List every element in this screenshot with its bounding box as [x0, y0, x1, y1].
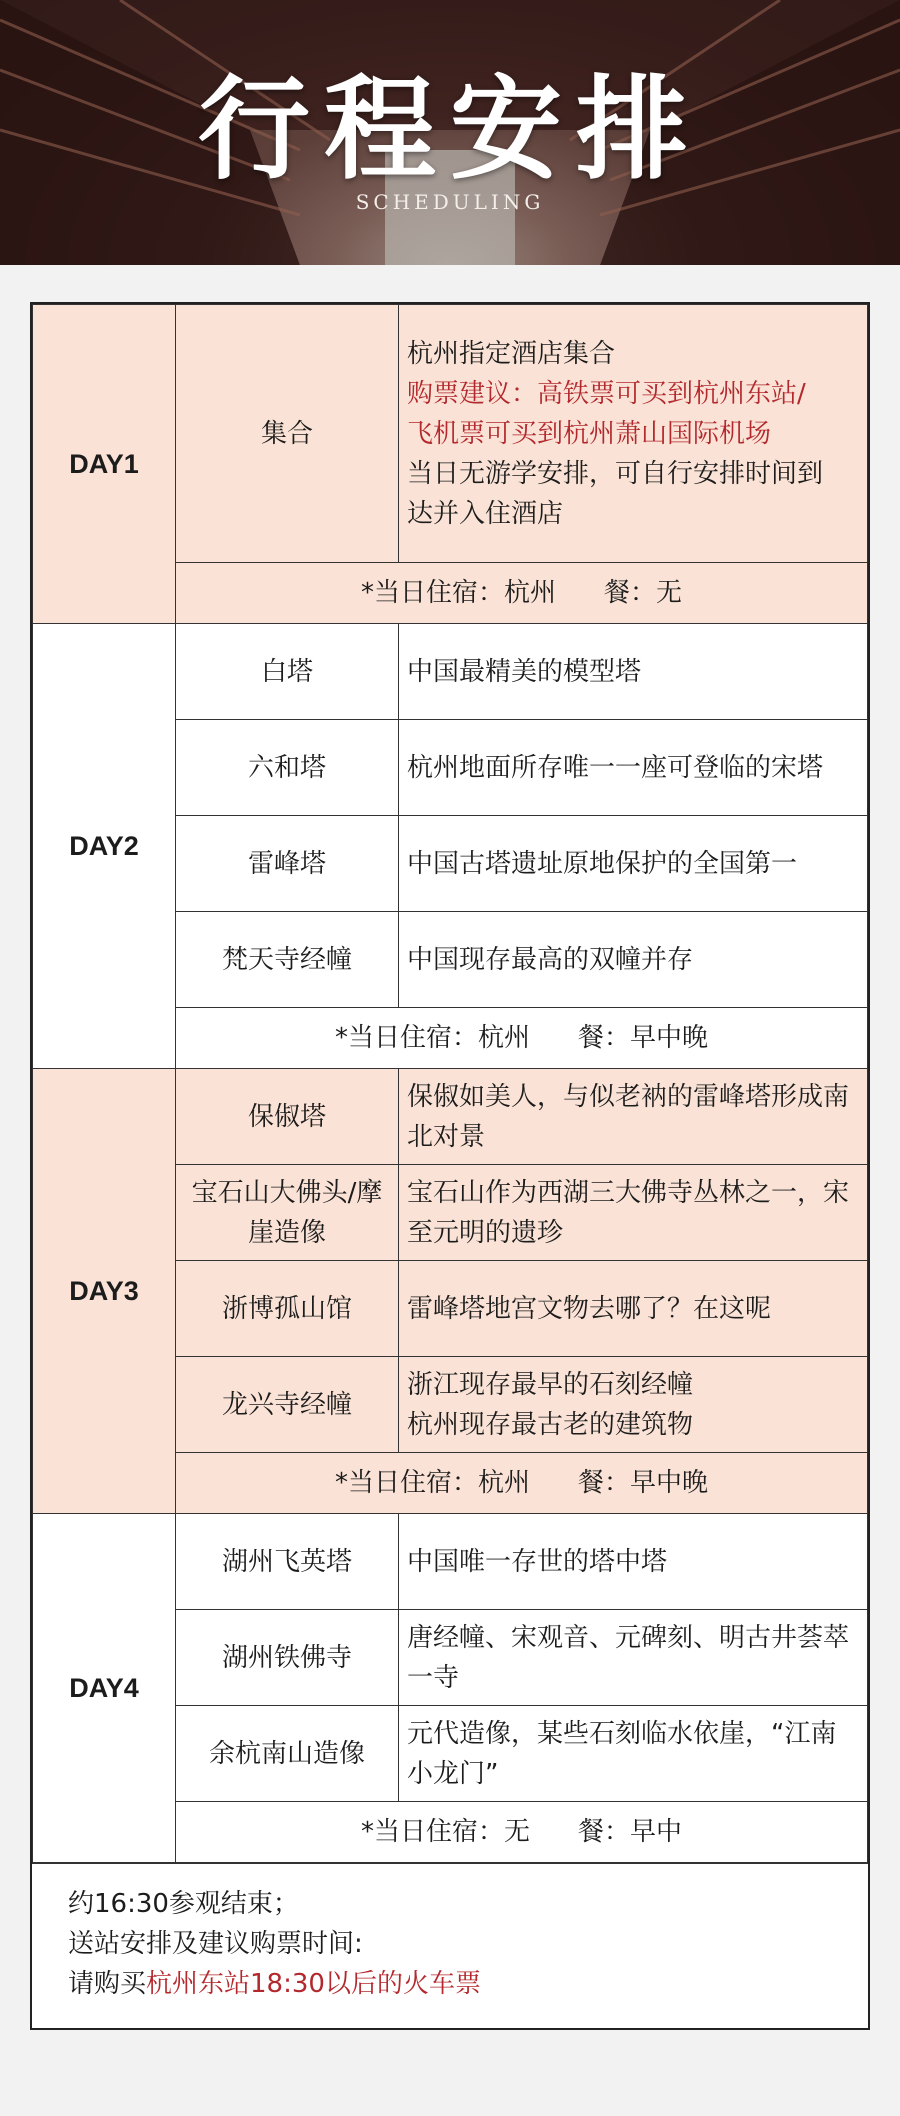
end-time-note: 约16:30参观结束；	[68, 1889, 299, 1919]
itinerary-table	[32, 304, 868, 1863]
lodging-text: *当日住宿：无	[360, 1817, 530, 1847]
description-line: 中国唯一存世的塔中塔	[407, 1546, 668, 1577]
place-description	[399, 912, 868, 1008]
day-label: DAY4	[33, 1514, 176, 1863]
description-line: 杭州现存最古老的建筑物	[407, 1409, 694, 1440]
page-title: 行程安排	[198, 64, 702, 195]
description-line: 浙江现存最早的石刻经幢	[407, 1369, 694, 1400]
place-description	[399, 1514, 868, 1610]
place-name: 保俶塔	[176, 1069, 399, 1165]
description-line: 北对景	[407, 1121, 486, 1152]
lodging-text: *当日住宿：杭州	[334, 1023, 530, 1053]
lodging-meal-info	[176, 563, 868, 624]
lodging-meal-info	[176, 1802, 868, 1863]
itinerary-row	[33, 305, 868, 563]
meal-text: 餐：早中晚	[578, 1468, 709, 1498]
description-line: 飞机票可买到杭州萧山国际机场	[407, 418, 772, 449]
itinerary-row	[33, 1514, 868, 1610]
day-label: DAY3	[33, 1069, 176, 1514]
description-line: 保俶如美人，与似老衲的雷峰塔形成南	[407, 1081, 850, 1112]
place-name: 集合	[176, 305, 399, 563]
place-name: 梵天寺经幢	[176, 912, 399, 1008]
place-description	[399, 1357, 868, 1453]
itinerary-row	[33, 1069, 868, 1165]
description-line: 宝石山作为西湖三大佛寺丛林之一，宋	[407, 1177, 850, 1208]
place-name: 宝石山大佛头/摩崖造像	[176, 1165, 399, 1261]
place-name: 白塔	[176, 624, 399, 720]
meal-text: 餐：早中	[578, 1817, 683, 1847]
description-line: 一寺	[407, 1662, 460, 1693]
description-line: 杭州指定酒店集合	[407, 338, 616, 369]
page-subtitle: SCHEDULING	[355, 190, 545, 214]
place-description	[399, 1610, 868, 1706]
description-line: 购票建议：高铁票可买到杭州东站/	[407, 378, 806, 409]
lodging-meal-info	[176, 1453, 868, 1514]
place-description	[399, 1165, 868, 1261]
place-description	[399, 1261, 868, 1357]
description-line: 杭州地面所存唯一一座可登临的宋塔	[407, 752, 824, 783]
transfer-note: 送站安排及建议购票时间:	[68, 1929, 363, 1959]
lodging-text: *当日住宿：杭州	[334, 1468, 530, 1498]
lodging-meal-info	[176, 1008, 868, 1069]
itinerary-row	[33, 624, 868, 720]
description-line: 中国现存最高的双幢并存	[407, 944, 694, 975]
place-name: 六和塔	[176, 720, 399, 816]
closing-notes	[32, 1863, 868, 2028]
place-name: 浙博孤山馆	[176, 1261, 399, 1357]
description-line: 当日无游学安排，可自行安排时间到	[407, 458, 824, 489]
description-line: 中国最精美的模型塔	[407, 656, 642, 687]
place-description	[399, 816, 868, 912]
description-line: 达并入住酒店	[407, 498, 564, 529]
ticket-advice: 请购买杭州东站18:30以后的火车票	[68, 1969, 481, 1999]
day-label: DAY1	[33, 305, 176, 624]
meal-text: 餐：早中晚	[578, 1023, 709, 1053]
meal-text: 餐：无	[604, 578, 683, 608]
description-line: 唐经幢、宋观音、元碑刻、明古井荟萃	[407, 1622, 850, 1653]
description-line: 至元明的遗珍	[407, 1217, 564, 1248]
place-name: 余杭南山造像	[176, 1706, 399, 1802]
description-line: 中国古塔遗址原地保护的全国第一	[407, 848, 798, 879]
place-description	[399, 720, 868, 816]
place-description	[399, 624, 868, 720]
place-description	[399, 1706, 868, 1802]
place-description	[399, 1069, 868, 1165]
description-line: 元代造像，某些石刻临水依崖，“江南	[407, 1718, 837, 1749]
description-line: 小龙门”	[407, 1758, 499, 1789]
place-name: 龙兴寺经幢	[176, 1357, 399, 1453]
ticket-advice-highlight: 杭州东站18:30以后的火车票	[146, 1969, 481, 1999]
description-line: 雷峰塔地宫文物去哪了？在这呢	[407, 1293, 772, 1324]
place-name: 湖州铁佛寺	[176, 1610, 399, 1706]
place-name: 湖州飞英塔	[176, 1514, 399, 1610]
header-banner	[0, 0, 900, 265]
lodging-text: *当日住宿：杭州	[360, 578, 556, 608]
day-label: DAY2	[33, 624, 176, 1069]
place-name: 雷峰塔	[176, 816, 399, 912]
itinerary-table-container	[30, 302, 870, 2030]
place-description	[399, 305, 868, 563]
